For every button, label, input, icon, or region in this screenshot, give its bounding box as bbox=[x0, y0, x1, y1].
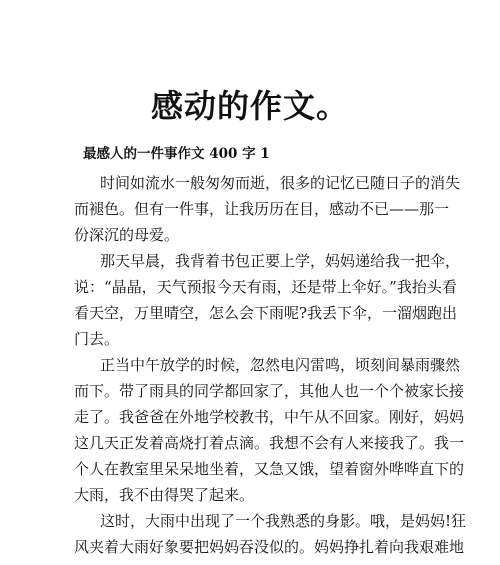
text-line: 看天空，万里晴空，怎么会下雨呢?我丢下伞，一溜烟跑出 bbox=[74, 304, 458, 322]
essay-subtitle: 最感人的一件事作文 400 字 1 bbox=[83, 146, 270, 162]
text-line: 那天早晨，我背着书包正要上学，妈妈递给我一把伞， bbox=[100, 252, 461, 270]
text-line: 风夹着大雨好象要把妈妈吞没似的。妈妈挣扎着向我艰难地 bbox=[74, 538, 465, 556]
text-line: 正当中午放学的时候，忽然电闪雷鸣，顷刻间暴雨骤然 bbox=[100, 356, 461, 374]
paragraph bbox=[74, 508, 467, 560]
essay-body bbox=[74, 170, 467, 560]
text-line: 份深沉的母爱。 bbox=[74, 226, 180, 244]
text-line: 这时，大雨中出现了一个我熟悉的身影。哦，是妈妈!狂 bbox=[100, 512, 467, 530]
text-line: 而下。带了雨具的同学都回家了，其他人也一个个被家长接 bbox=[74, 382, 465, 400]
paragraph bbox=[74, 170, 461, 248]
text-line: 而褪色。但有一件事，让我历历在目，感动不已——那一 bbox=[74, 200, 450, 218]
paragraph bbox=[74, 352, 465, 508]
text-line: 这几天正发着高烧打着点滴。我想不会有人来接我了。我一 bbox=[74, 434, 465, 452]
paragraph bbox=[74, 248, 461, 352]
text-line: 说：“晶晶，天气预报今天有雨，还是带上伞好。”我抬头看 bbox=[74, 278, 457, 296]
text-line: 门去。 bbox=[74, 330, 120, 348]
text-line: 时间如流水一般匆匆而逝，很多的记忆已随日子的消失 bbox=[100, 174, 461, 192]
text-line: 个人在教室里呆呆地坐着，又急又饿，望着窗外哗哗直下的 bbox=[74, 460, 465, 478]
page-title: 感动的作文。 bbox=[150, 87, 349, 125]
text-line: 走了。我爸爸在外地学校教书，中午从不回家。刚好，妈妈 bbox=[74, 408, 465, 426]
text-line: 大雨，我不由得哭了起来。 bbox=[74, 486, 255, 504]
